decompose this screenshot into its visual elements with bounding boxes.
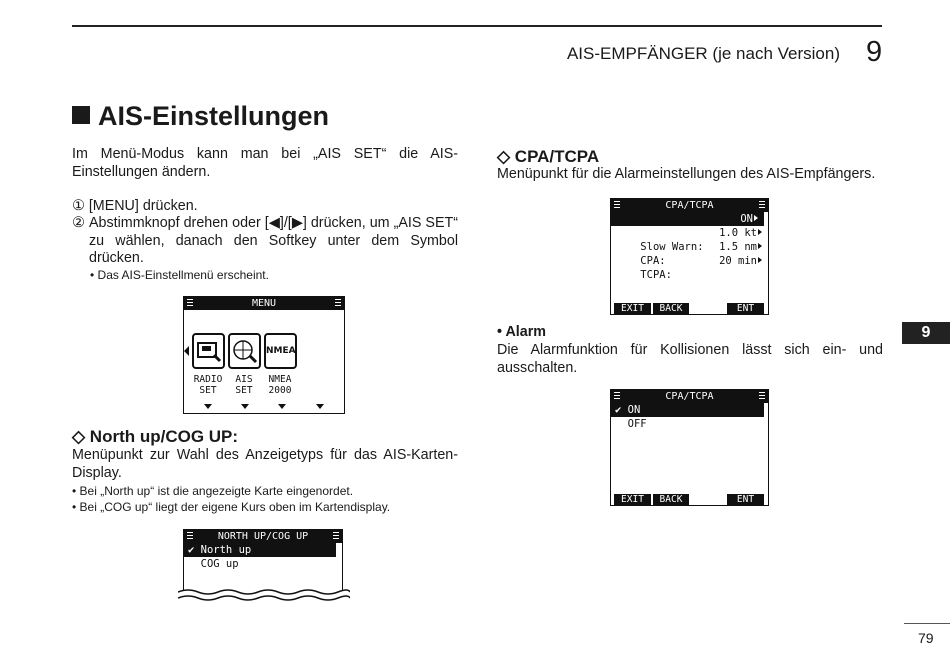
right-arrow-icon xyxy=(754,215,758,221)
menu-lines-icon xyxy=(614,392,620,401)
step-2-text: Abstimmknopf drehen oder [◀]/[▶] drücken, um „AIS SET“ zu wählen, danach den Softkey unter dem Symbol drücken. xyxy=(89,215,458,266)
running-title: AIS-EMPFÄNGER (je nach Version) xyxy=(566,44,840,63)
alarm-value: ON xyxy=(740,212,758,226)
step-1-number: ① xyxy=(72,198,85,214)
nmea-2000-label: NMEA 2000 xyxy=(268,374,292,396)
tcpa-label: TCPA: xyxy=(640,269,672,281)
ais-set-icon[interactable] xyxy=(228,333,261,369)
right-arrow-icon xyxy=(758,257,762,263)
menu-lines-icon xyxy=(614,201,620,210)
chapter-number: 9 xyxy=(866,36,883,68)
step-2-note: • Das AIS-Einstellmenü erscheint. xyxy=(90,268,269,282)
menu-lines-icon xyxy=(759,201,765,210)
back-softkey[interactable]: BACK xyxy=(653,494,689,505)
radio-set-icon[interactable] xyxy=(192,333,225,369)
north-up-screen-header xyxy=(184,530,342,543)
tcpa-row[interactable] xyxy=(611,254,768,281)
menu-lines-icon xyxy=(335,299,341,308)
slow-warn-value: 1.0 kt xyxy=(719,226,762,240)
softkey-down-arrow-icon xyxy=(204,404,212,409)
menu-lines-icon xyxy=(187,532,193,541)
north-up-bullet-1: • Bei „North up“ ist die angezeigte Karte eingenordet. xyxy=(72,484,354,498)
step-2 xyxy=(72,215,458,268)
cpa-tcpa-screen xyxy=(610,198,769,315)
intro-text: Im Menü-Modus kann man bei „AIS SET“ die AIS-Einstellungen ändern. xyxy=(72,146,458,180)
alarm-screen-title: CPA/TCPA xyxy=(665,391,714,402)
cpa-tcpa-screen-title: CPA/TCPA xyxy=(665,200,714,211)
footer-rule xyxy=(904,623,950,624)
ent-softkey[interactable]: ENT xyxy=(727,494,764,505)
menu-lines-icon xyxy=(333,532,339,541)
softkey-down-arrow-icon xyxy=(316,404,324,409)
back-softkey[interactable]: BACK xyxy=(653,303,689,314)
cpa-tcpa-description: Menüpunkt für die Alarmeinstellungen des AIS-Empfängers. xyxy=(497,166,876,182)
cpa-tcpa-screen-header xyxy=(611,199,768,212)
right-arrow-icon xyxy=(758,229,762,235)
north-up-option[interactable]: ✔ North up xyxy=(184,543,336,557)
menu-lines-icon xyxy=(759,392,765,401)
ent-softkey[interactable]: ENT xyxy=(727,303,764,314)
section-title xyxy=(72,101,329,132)
menu-screen xyxy=(183,296,345,414)
tcpa-value: 20 min xyxy=(719,254,762,268)
nmea-2000-icon[interactable] xyxy=(264,333,297,369)
section-title-text: AIS-Einstellungen xyxy=(98,101,330,131)
menu-lines-icon xyxy=(187,299,193,308)
menu-screen-header xyxy=(184,297,344,310)
softkey-down-arrow-icon xyxy=(278,404,286,409)
alarm-screen xyxy=(610,389,769,506)
north-up-screen xyxy=(183,529,343,591)
alarm-off-option[interactable]: OFF xyxy=(615,418,647,430)
page-number: 79 xyxy=(918,630,934,646)
right-arrow-icon xyxy=(758,243,762,249)
radio-set-label: RADIO SET xyxy=(193,374,223,396)
step-2-number: ② xyxy=(72,215,85,231)
north-up-description: Menüpunkt zur Wahl des Anzeigetyps für das AIS-Karten-Display. xyxy=(72,447,458,481)
chapter-tab: 9 xyxy=(902,322,950,344)
exit-softkey[interactable]: EXIT xyxy=(614,303,651,314)
softkey-bar xyxy=(611,302,768,314)
slow-warn-label: Slow Warn: xyxy=(640,241,704,253)
alarm-description: Die Alarmfunktion für Kollisionen lässt sich ein- und ausschalten. xyxy=(497,342,883,376)
menu-screen-title: MENU xyxy=(251,298,277,309)
alarm-label: Alarm: xyxy=(640,227,679,239)
softkey-down-arrow-icon xyxy=(241,404,249,409)
exit-softkey[interactable]: EXIT xyxy=(614,494,651,505)
cpa-label: CPA: xyxy=(640,255,666,267)
step-1 xyxy=(72,198,458,216)
north-up-heading: ◇ North up/COG UP: xyxy=(72,427,239,446)
north-up-screen-title: NORTH UP/COG UP xyxy=(217,531,309,542)
step-1-text: [MENU] drücken. xyxy=(88,198,198,214)
cog-up-option[interactable]: COG up xyxy=(188,558,239,570)
softkey-bar xyxy=(611,493,768,505)
ais-set-label: AIS SET xyxy=(235,374,253,396)
square-bullet-icon xyxy=(72,106,90,124)
north-up-bullet-2: • Bei „COG up“ liegt der eigene Kurs oben im Kartendisplay. xyxy=(72,500,391,514)
alarm-screen-header xyxy=(611,390,768,403)
cpa-value: 1.5 nm xyxy=(719,240,762,254)
scroll-left-arrow-icon xyxy=(184,346,189,356)
cpa-tcpa-heading: ◇ CPA/TCPA xyxy=(497,147,600,166)
header-rule xyxy=(72,25,882,27)
alarm-on-option[interactable]: ✔ ON xyxy=(611,403,764,417)
nmea-glyph: NMEA xyxy=(266,346,296,356)
cut-edge-wave xyxy=(178,588,350,604)
alarm-heading: • Alarm xyxy=(497,324,546,340)
